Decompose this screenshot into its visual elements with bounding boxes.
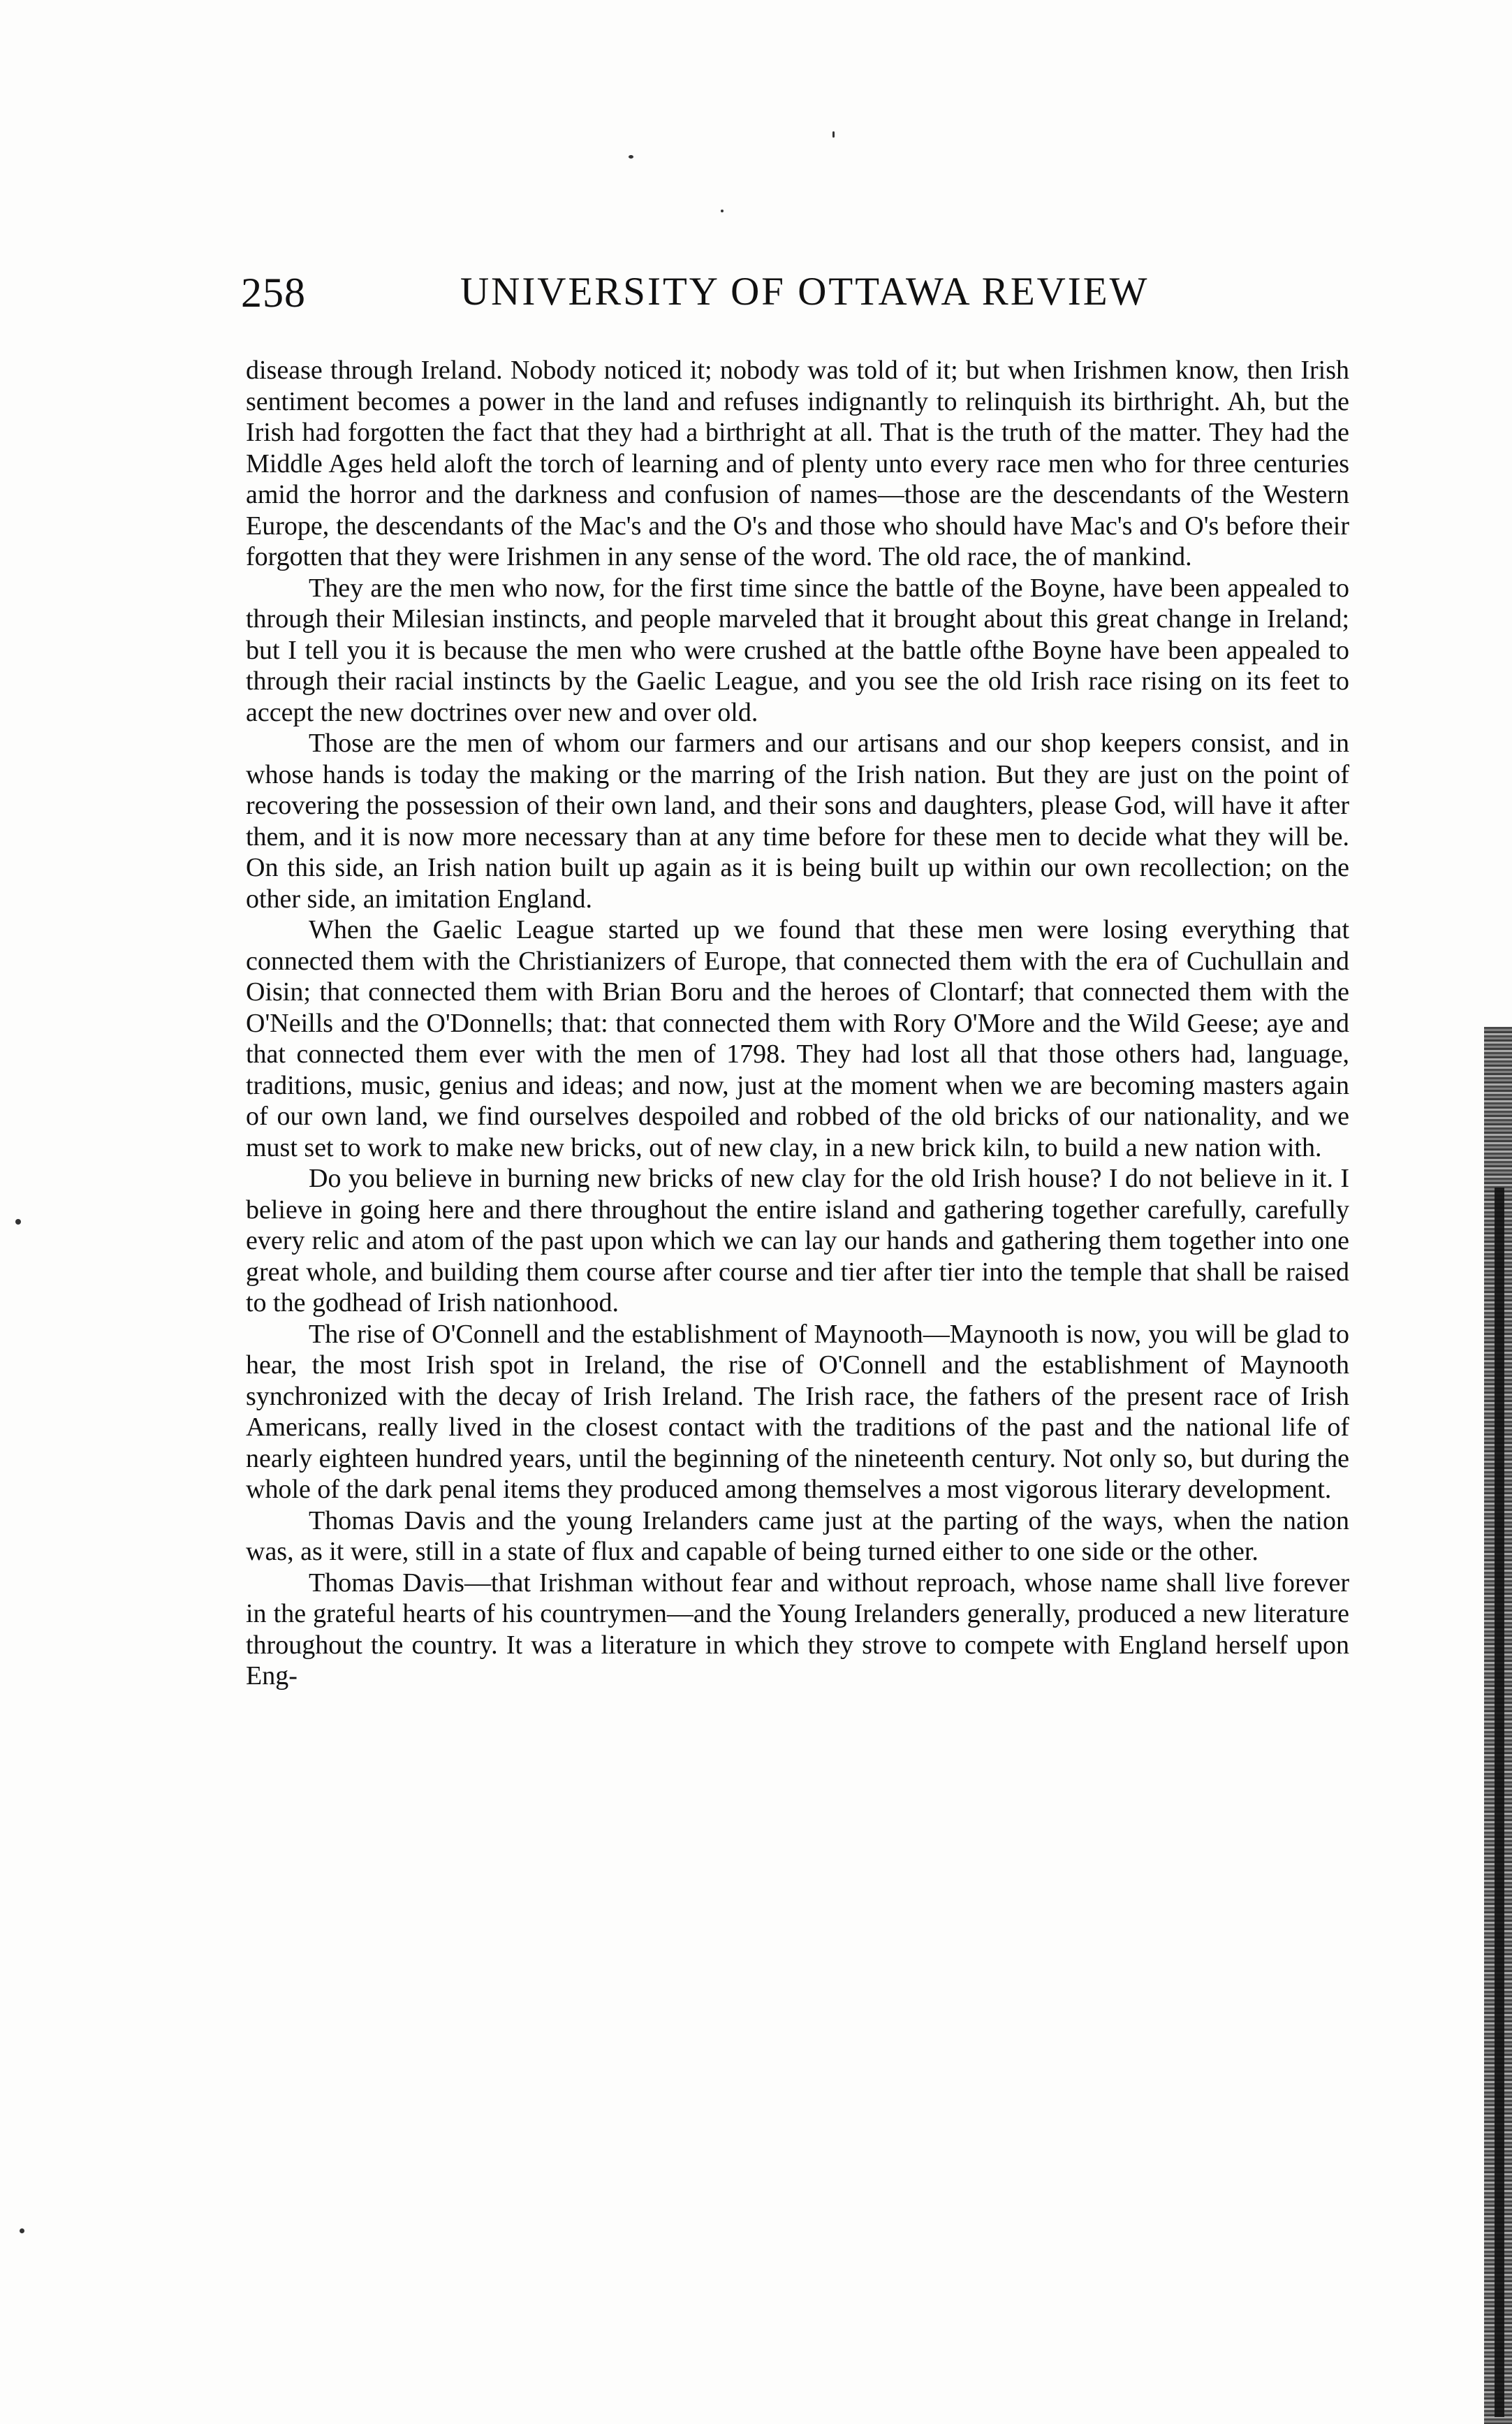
paragraph: Thomas Davis and the young Irelanders came just at the parting of the ways, when the nation was, as it were, still in a state of flux and capable of being turned either to one side or the other. <box>246 1505 1349 1566</box>
paragraph: They are the men who now, for the first time since the battle of the Boyne, have been appealed to through their Milesian instincts, and people marveled that it brought about this great change in Ireland; but I tell you it is because the men who were crushed at the battle ofthe Boyne have been appealed to through their racial instincts by the Gaelic League, and you see the old Irish race rising on its feet to accept the new doctrines over new and over old. <box>246 573 1349 727</box>
paragraph: Thomas Davis—that Irishman without fear and without reproach, whose name shall live forever in the grateful hearts of his countrymen—and the Young Irelanders generally, produced a new literature throughout the country. It was a literature in which they strove to compete with England herself upon Eng- <box>246 1568 1349 1691</box>
ink-speck <box>15 1219 21 1225</box>
page-number: 258 <box>241 270 306 316</box>
paragraph: The rise of O'Connell and the establishment of Maynooth—Maynooth is now, you will be glad to hear, the most Irish spot in Ireland, the rise of O'Connell and the establishment of Maynooth synchronized with the decay of Irish Ireland. The Irish race, the fathers of the present race of Irish Americans, really lived in the closest contact with the traditions of the past and the national life of nearly eighteen hundred years, until the beginning of the nineteenth century. Not only so, but during the whole of the dark penal items they produced among themselves a most vigorous literary development. <box>246 1319 1349 1504</box>
paragraph: Do you believe in burning new bricks of new clay for the old Irish house? I do not believe in it. I believe in going here and there throughout the entire island and gathering together carefully, carefully every relic and atom of the past upon which we can lay our hands and gathering them together into one great whole, and building them course after course and tier after tier into the temple that shall be raised to the godhead of Irish nationhood. <box>246 1164 1349 1317</box>
paragraph: Those are the men of whom our farmers and our artisans and our shop keepers consist, and in whose hands is today the making or the marring of the Irish nation. But they are just on the point of recovering the possession of their own land, and their sons and daughters, please God, will have it after them, and it is now more necessary than at any time before for these men to decide what they will be. On this side, an Irish nation built up again as it is being built up within our own recollection; on the other side, an imitation England. <box>246 729 1349 914</box>
paragraph: When the Gaelic League started up we found that these men were losing everything that connected them with the Christianizers of Europe, that connected them with the era of Cuchullain and Oisin; that connected them with Brian Boru and the heroes of Clontarf; that connected them with the O'Neills and the O'Donnells; that: that connected them with Rory O'More and the Wild Geese; aye and that connected them ever with the men of 1798. They had lost all that those others had, language, traditions, music, genius and ideas; and now, just at the moment when we are becoming masters again of our own land, we find ourselves despoiled and robbed of the old bricks of our nationality, and we must set to work to make new bricks, out of new clay, in a new brick kiln, to build a new nation with. <box>246 915 1349 1162</box>
body-text <box>246 355 1349 1692</box>
ink-speck <box>629 155 633 159</box>
ink-speck <box>832 131 835 138</box>
binding-edge-line <box>1495 1188 1504 2417</box>
running-title: UNIVERSITY OF OTTAWA REVIEW <box>460 270 1150 314</box>
ink-speck <box>721 210 724 212</box>
ink-speck <box>20 2228 24 2233</box>
page-header <box>241 269 1358 325</box>
paragraph: disease through Ireland. Nobody noticed it; nobody was told of it; but when Irishmen know, then Irish sentiment becomes a power in the land and refuses indignantly to relinquish its birthright. Ah, but the Irish had forgotten the fact that they had a birthright at all. That is the truth of the matter. They had the Middle Ages held aloft the torch of learning and of plenty unto every race men who for three centuries amid the horror and the darkness and confusion of names—those are the descendants of the Western Europe, the descendants of the Mac's and the O's and those who should have Mac's and O's before their forgotten that they were Irishmen in any sense of the word. The old race, the of mankind. <box>246 356 1349 571</box>
